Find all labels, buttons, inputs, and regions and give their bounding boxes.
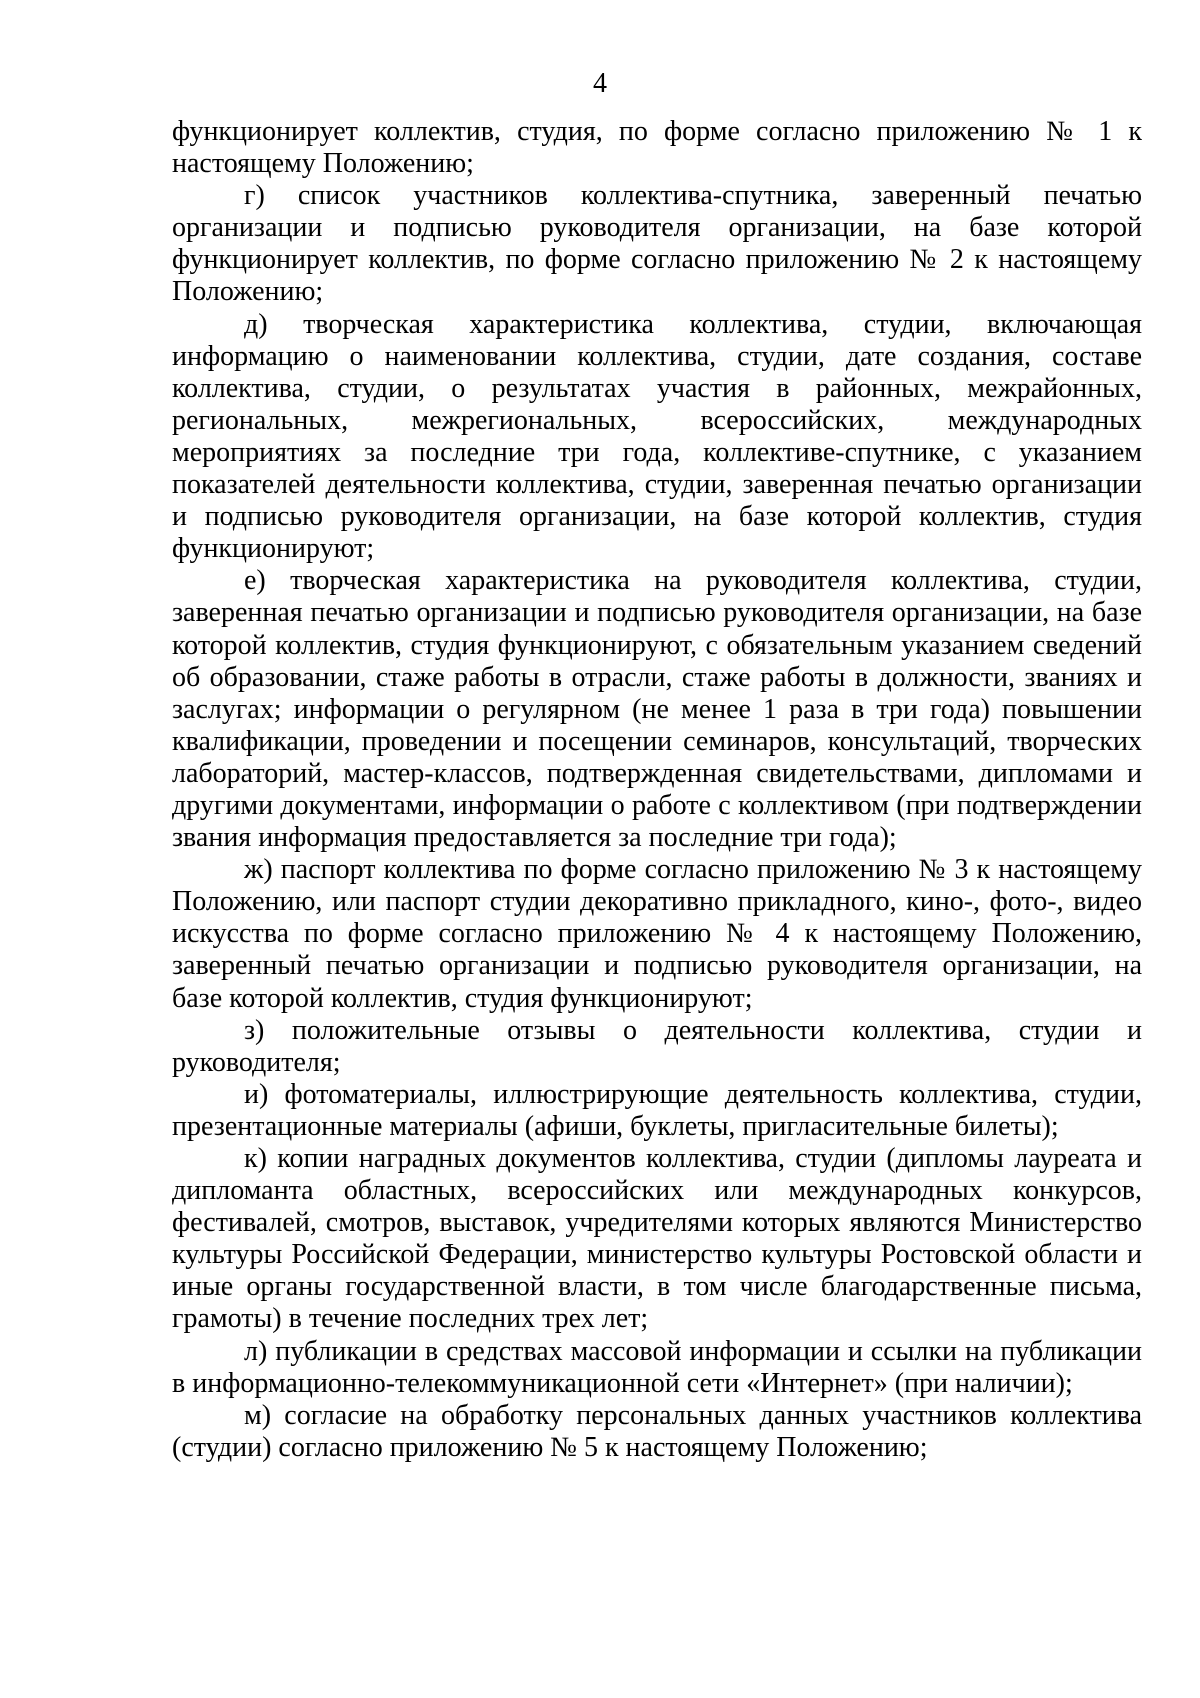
paragraph-item-l: л) публикации в средствах массовой информации и ссылки на публикации в информационно-телекоммуникационной сети «Интернет» (при наличии); bbox=[172, 1335, 1142, 1399]
paragraph-item-zh: ж) паспорт коллектива по форме согласно приложению № 3 к настоящему Положению, или паспорт студии декоративно прикладного, кино-, фото-, видео искусства по форме согласно приложению № 4 к настоящему Положению, заверенный печатью организации и подписью руководителя организации, на базе которой коллектив, студия функционируют; bbox=[172, 854, 1142, 1014]
paragraph-continuation: функционирует коллектив, студия, по форме согласно приложению № 1 к настоящему Положению; bbox=[172, 116, 1142, 180]
paragraph-item-d: д) творческая характеристика коллектива, студии, включающая информацию о наименовании коллектива, студии, дате создания, составе коллектива, студии, о результатах участия в районных, межрайонных, региональных, межрегиональных, всероссийских, международных мероприятиях за последние три года, коллективе-спутнике, с указанием показателей деятельности коллектива, студии, заверенная печатью организации и подписью руководителя организации, на базе которой коллектив, студия функционируют; bbox=[172, 308, 1142, 565]
paragraph-item-g: г) список участников коллектива-спутника, заверенный печатью организации и подписью руководителя организации, на базе которой функционирует коллектив, по форме согласно приложению № 2 к настоящему Положению; bbox=[172, 180, 1142, 308]
paragraph-item-e: е) творческая характеристика на руководителя коллектива, студии, заверенная печатью организации и подписью руководителя организации, на базе которой коллектив, студия функционируют, с обязательным указанием сведений об образовании, стаже работы в отрасли, стаже работы в должности, званиях и заслугах; информации о регулярном (не менее 1 раза в три года) повышении квалификации, проведении и посещении семинаров, консультаций, творческих лабораторий, мастер-классов, подтвержденная свидетельствами, дипломами и другими документами, информации о работе с коллективом (при подтверждении звания информация предоставляется за последние три года); bbox=[172, 565, 1142, 854]
page-number: 4 bbox=[593, 68, 607, 99]
paragraph-item-m: м) согласие на обработку персональных данных участников коллектива (студии) согласно приложению № 5 к настоящему Положению; bbox=[172, 1399, 1142, 1463]
paragraph-item-z: з) положительные отзывы о деятельности коллектива, студии и руководителя; bbox=[172, 1014, 1142, 1078]
document-body bbox=[172, 116, 1142, 1464]
paragraph-item-i: и) фотоматериалы, иллюстрирующие деятельность коллектива, студии, презентационные материалы (афиши, буклеты, пригласительные билеты); bbox=[172, 1078, 1142, 1142]
paragraph-item-k: к) копии наградных документов коллектива, студии (дипломы лауреата и дипломанта областных, всероссийских или международных конкурсов, фестивалей, смотров, выставок, учредителями которых являются Министерство культуры Российской Федерации, министерство культуры Ростовской области и иные органы государственной власти, в том числе благодарственные письма, грамоты) в течение последних трех лет; bbox=[172, 1143, 1142, 1335]
